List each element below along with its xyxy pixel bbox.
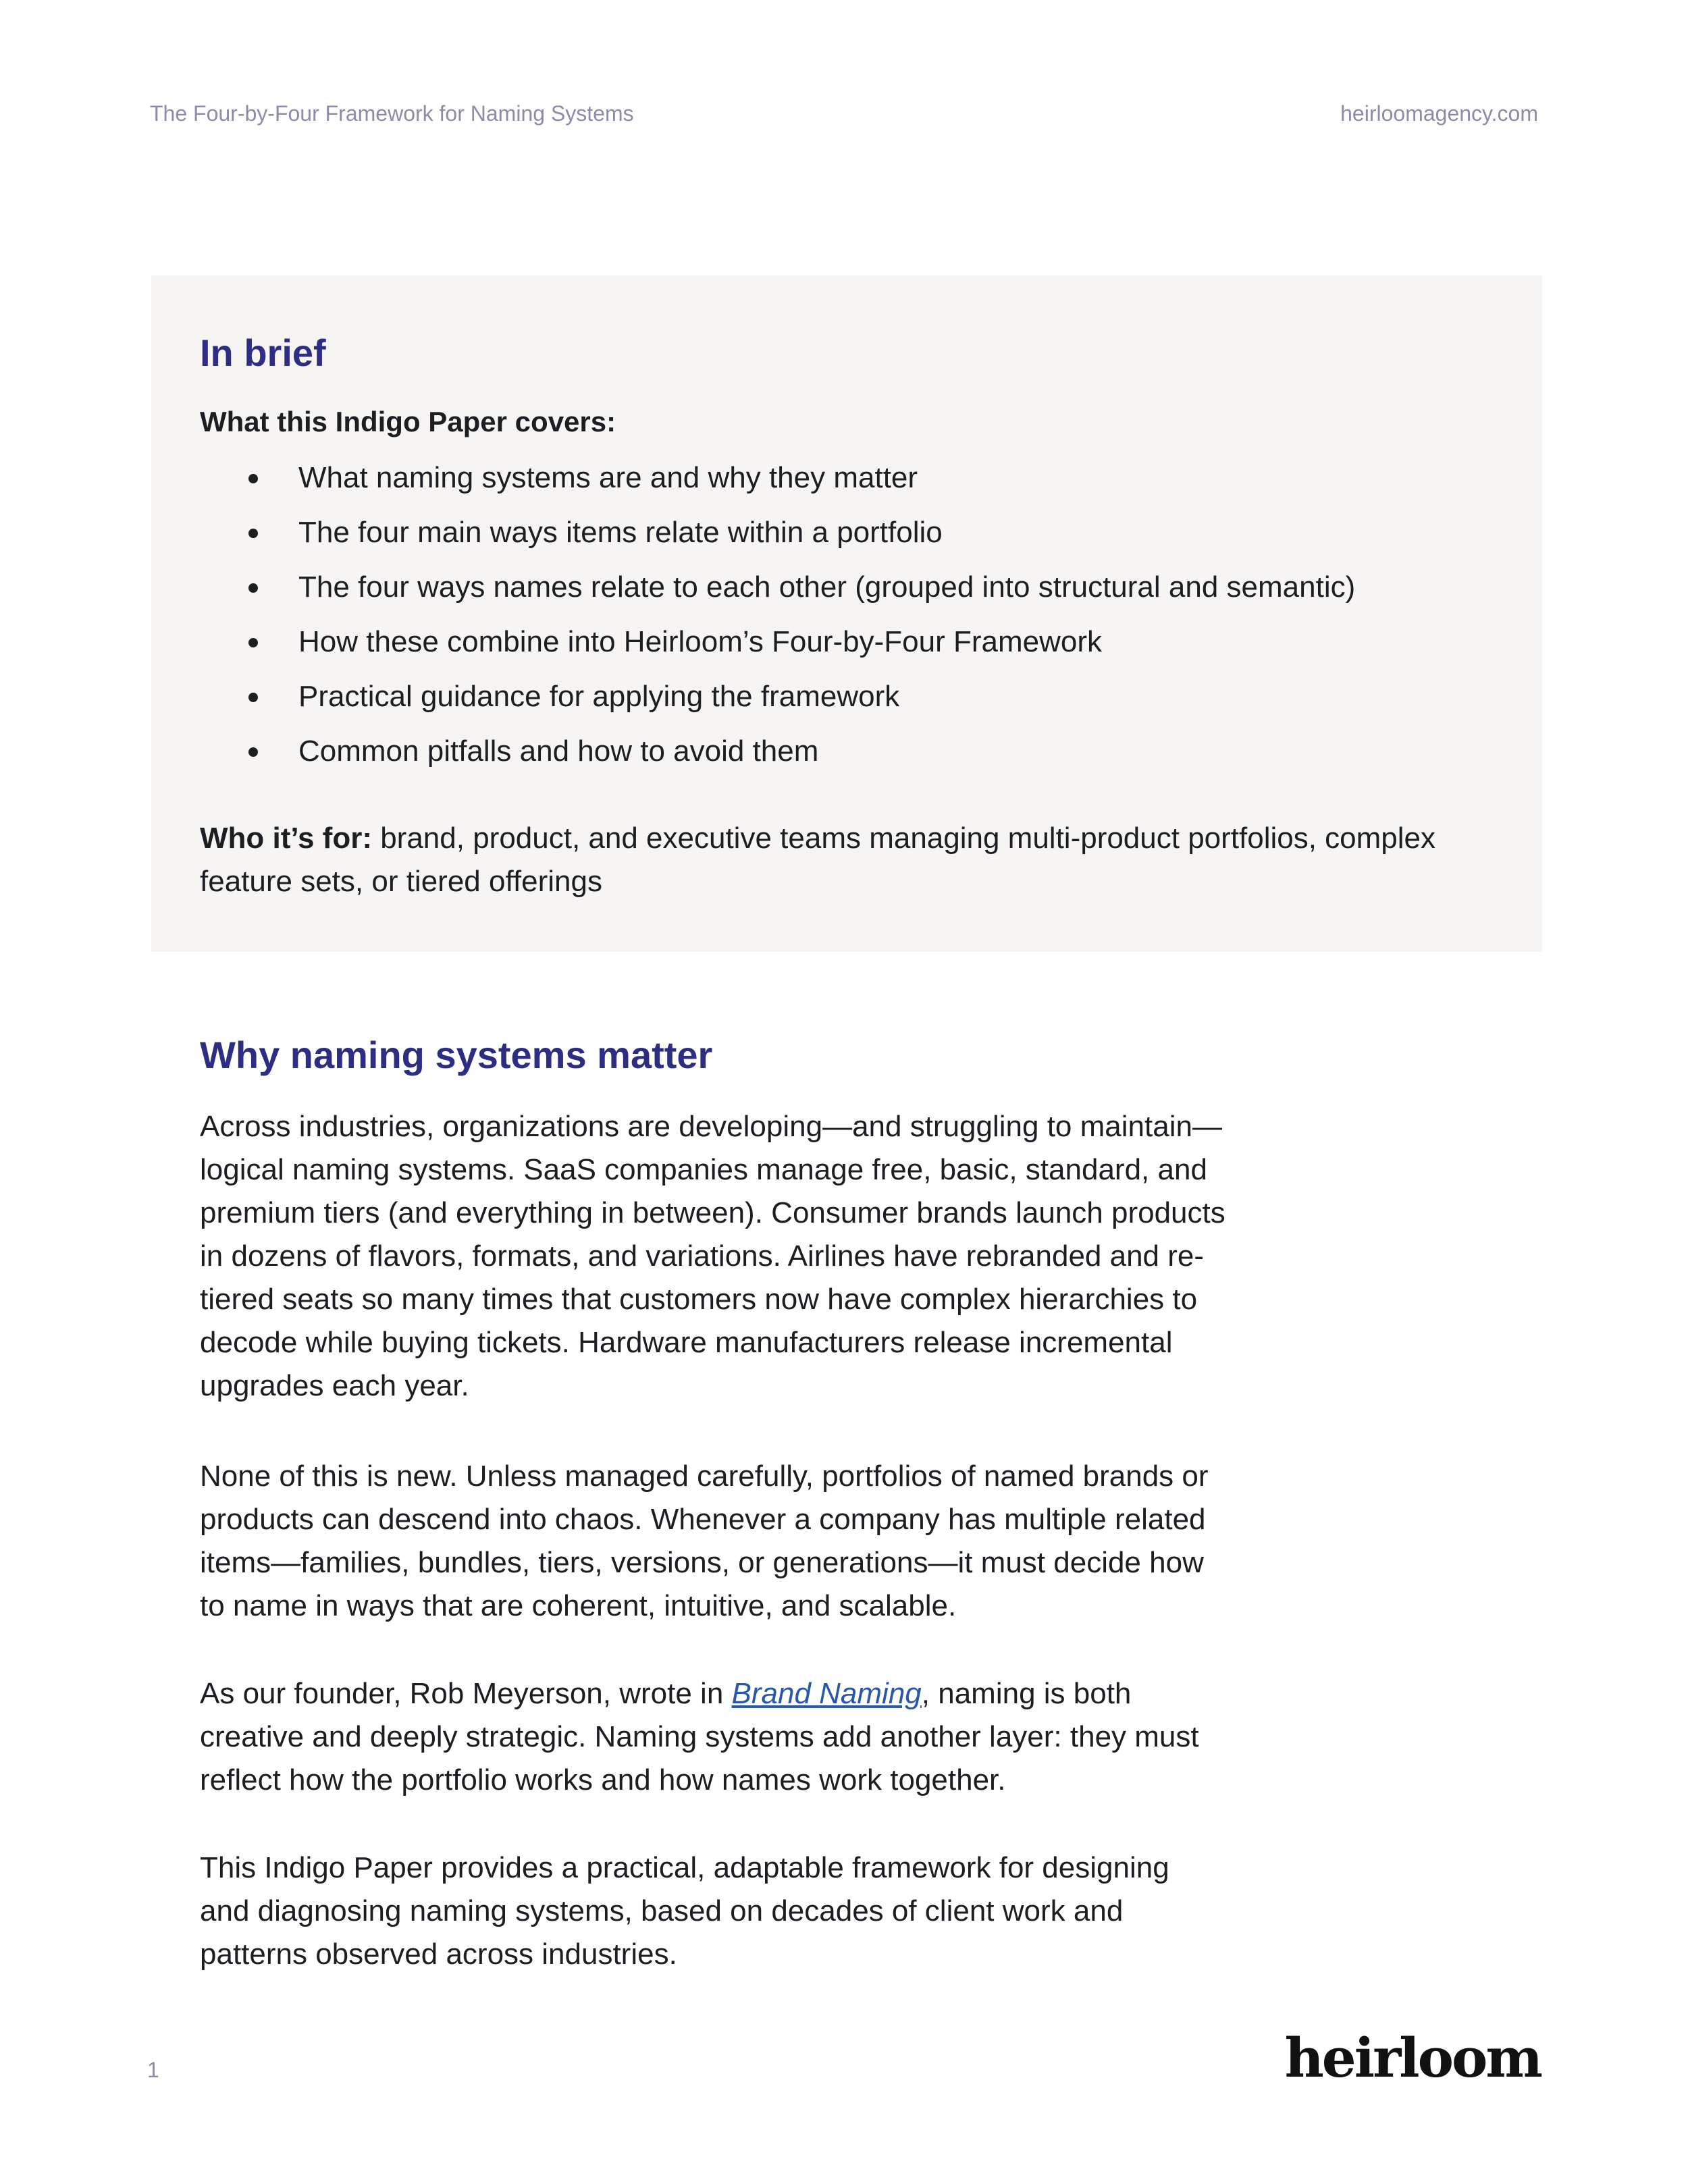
section-heading: Why naming systems matter — [200, 1034, 713, 1076]
covers-list — [200, 458, 1355, 786]
bullet-icon — [248, 583, 258, 593]
heirloom-logo: heirloom — [1284, 2026, 1541, 2089]
list-item-text: The four ways names relate to each other (grouped into structural and semantic) — [298, 570, 1356, 604]
audience-text: brand, product, and executive teams managing multi-product portfolios, complex feature sets, or tiered offerings — [200, 822, 1436, 898]
list-item-text: How these combine into Heirloom’s Four-by-Four Framework — [298, 625, 1103, 658]
bullet-icon — [248, 693, 258, 702]
list-item — [200, 731, 1355, 786]
list-item-text: Practical guidance for applying the framework — [298, 680, 900, 713]
body-paragraph-2: None of this is new. Unless managed carefully, portfolios of named brands or products can descend into chaos. Whenever a company has multiple related items—families, bundles, tiers, versions, or generations—it must decide how to name in ways that are coherent, intuitive, and scalable. — [200, 1460, 1209, 1622]
bullet-icon — [248, 474, 258, 483]
page-number: 1 — [147, 2058, 159, 2082]
body-paragraph-4: This Indigo Paper provides a practical, adaptable framework for designing and diagnosing naming systems, based on decades of client work and patterns observed across industries. — [200, 1851, 1169, 1971]
paragraph-text: As our founder, Rob Meyerson, wrote in — [200, 1677, 732, 1710]
covers-label: What this Indigo Paper covers: — [200, 406, 616, 437]
audience-label: Who it’s for: — [200, 822, 372, 855]
in-brief-heading: In brief — [200, 331, 326, 374]
bullet-icon — [248, 747, 258, 757]
bullet-icon — [248, 529, 258, 538]
list-item — [200, 512, 1355, 567]
document-title: The Four-by-Four Framework for Naming Systems — [150, 101, 634, 126]
body-paragraph-3 — [200, 1672, 1226, 1802]
list-item — [200, 676, 1355, 731]
page-header — [150, 101, 1538, 128]
paragraph-text: , naming is both creative and deeply strategic. Naming systems add another layer: they must reflect how the portfolio works and how names work together. — [200, 1677, 1199, 1796]
list-item — [200, 622, 1355, 676]
bullet-icon — [248, 638, 258, 647]
list-item-text: What naming systems are and why they matter — [298, 461, 918, 494]
audience-statement — [200, 817, 1483, 903]
brand-naming-link[interactable]: Brand Naming — [731, 1677, 922, 1710]
site-url: heirloomagency.com — [1340, 101, 1538, 126]
list-item — [200, 567, 1355, 622]
list-item — [200, 458, 1355, 512]
list-item-text: Common pitfalls and how to avoid them — [298, 735, 819, 768]
list-item-text: The four main ways items relate within a portfolio — [298, 516, 943, 549]
body-paragraph-1: Across industries, organizations are developing—and struggling to maintain—logical naming systems. SaaS companies manage free, basic, standard, and premium tiers (and everything in between). Consumer brands launch products in dozens of flavors, formats, and variations. Airlines have rebranded and re-tiered seats so many times that customers now have complex hierarchies to decode while buying tickets. Hardware manufacturers release incremental upgrades each year. — [200, 1110, 1225, 1402]
